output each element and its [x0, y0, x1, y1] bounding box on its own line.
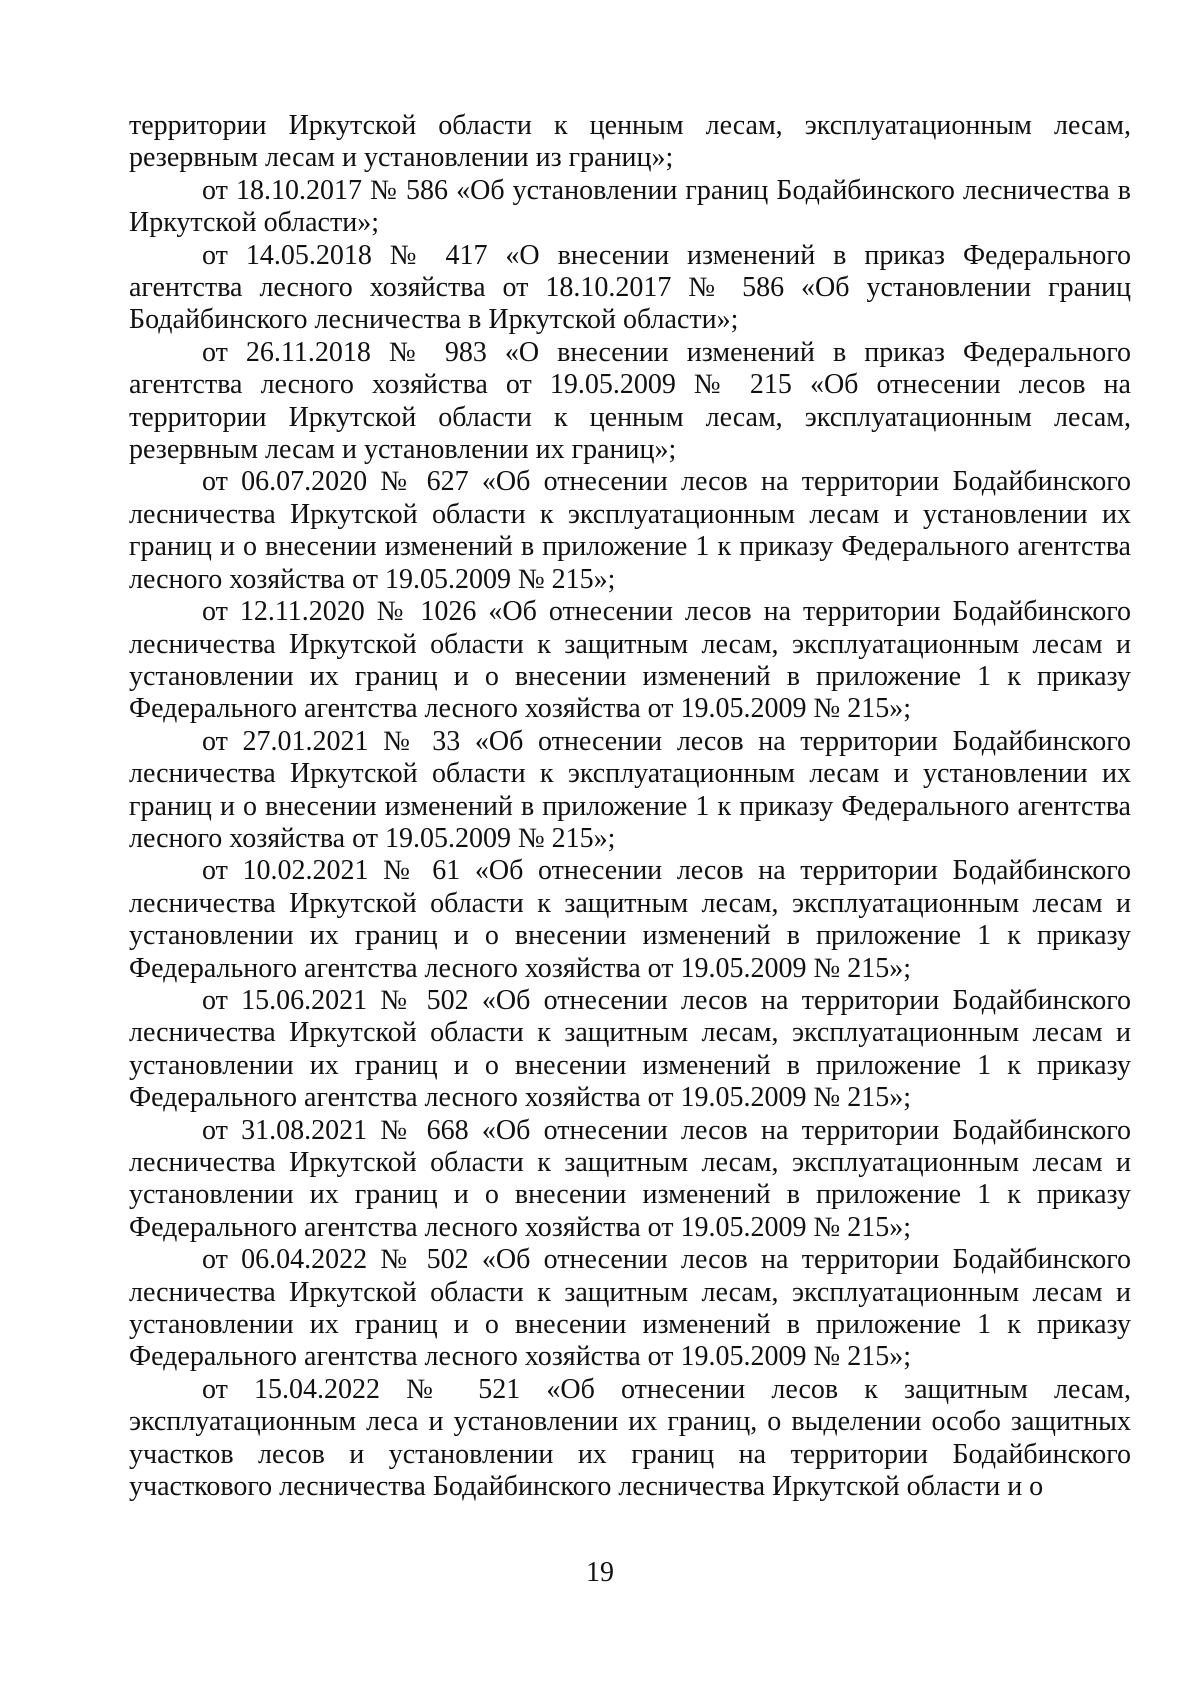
- paragraph-order-502-2021: от 15.06.2021 № 502 «Об отнесении лесов на территории Бодайбинского лесничества Иркутской области к защитным лесам, эксплуатационным лесам и установлении их границ и о внесении изменений в приложение 1 к приказу Федерального агентства лесного хозяйства от 19.05.2009 № 215»;: [129, 984, 1131, 1114]
- paragraph-order-983: от 26.11.2018 № 983 «О внесении изменений в приказ Федерального агентства лесного хозяйства от 19.05.2009 № 215 «Об отнесении лесов на территории Иркутской области к ценным лесам, эксплуатационным лесам, резервным лесам и установлении их границ»;: [129, 336, 1131, 466]
- document-body: [129, 110, 1131, 1503]
- paragraph-order-502-2022: от 06.04.2022 № 502 «Об отнесении лесов на территории Бодайбинского лесничества Иркутской области к защитным лесам, эксплуатационным лесам и установлении их границ и о внесении изменений в приложение 1 к приказу Федерального агентства лесного хозяйства от 19.05.2009 № 215»;: [129, 1244, 1131, 1373]
- paragraph-order-1026: от 12.11.2020 № 1026 «Об отнесении лесов на территории Бодайбинского лесничества Иркутской области к защитным лесам, эксплуатационным лесам и установлении их границ и о внесении изменений в приложение 1 к приказу Федерального агентства лесного хозяйства от 19.05.2009 № 215»;: [129, 596, 1131, 725]
- paragraph-order-668: от 31.08.2021 № 668 «Об отнесении лесов на территории Бодайбинского лесничества Иркутской области к защитным лесам, эксплуатационным лесам и установлении их границ и о внесении изменений в приложение 1 к приказу Федерального агентства лесного хозяйства от 19.05.2009 № 215»;: [129, 1114, 1131, 1243]
- paragraph-order-61: от 10.02.2021 № 61 «Об отнесении лесов на территории Бодайбинского лесничества Иркутской области к защитным лесам, эксплуатационным лесам и установлении их границ и о внесении изменений в приложение 1 к приказу Федерального агентства лесного хозяйства от 19.05.2009 № 215»;: [129, 855, 1131, 984]
- page-number: 19: [586, 1557, 614, 1588]
- paragraph-order-627: от 06.07.2020 № 627 «Об отнесении лесов на территории Бодайбинского лесничества Иркутской области к эксплуатационным лесам и установлении их границ и о внесении изменений в приложение 1 к приказу Федерального агентства лесного хозяйства от 19.05.2009 № 215»;: [129, 466, 1131, 595]
- paragraph-order-33: от 27.01.2021 № 33 «Об отнесении лесов на территории Бодайбинского лесничества Иркутской области к эксплуатационным лесам и установлении их границ и о внесении изменений в приложение 1 к приказу Федерального агентства лесного хозяйства от 19.05.2009 № 215»;: [129, 725, 1131, 854]
- paragraph-order-417: от 14.05.2018 № 417 «О внесении изменений в приказ Федерального агентства лесного хозяйства от 18.10.2017 № 586 «Об установлении границ Бодайбинского лесничества в Иркутской области»;: [129, 239, 1131, 336]
- paragraph-order-521: от 15.04.2022 № 521 «Об отнесении лесов к защитным лесам, эксплуатационным леса и установлении их границ, о выделении особо защитных участков лесов и установлении их границ на территории Бодайбинского участкового лесничества Бодайбинского лесничества Иркутской области и о: [129, 1373, 1131, 1503]
- paragraph-continuation: территории Иркутской области к ценным лесам, эксплуатационным лесам, резервным лесам и установлении из границ»;: [129, 110, 1131, 174]
- paragraph-order-586: от 18.10.2017 № 586 «Об установлении границ Бодайбинского лесничества в Иркутской области»;: [129, 174, 1131, 239]
